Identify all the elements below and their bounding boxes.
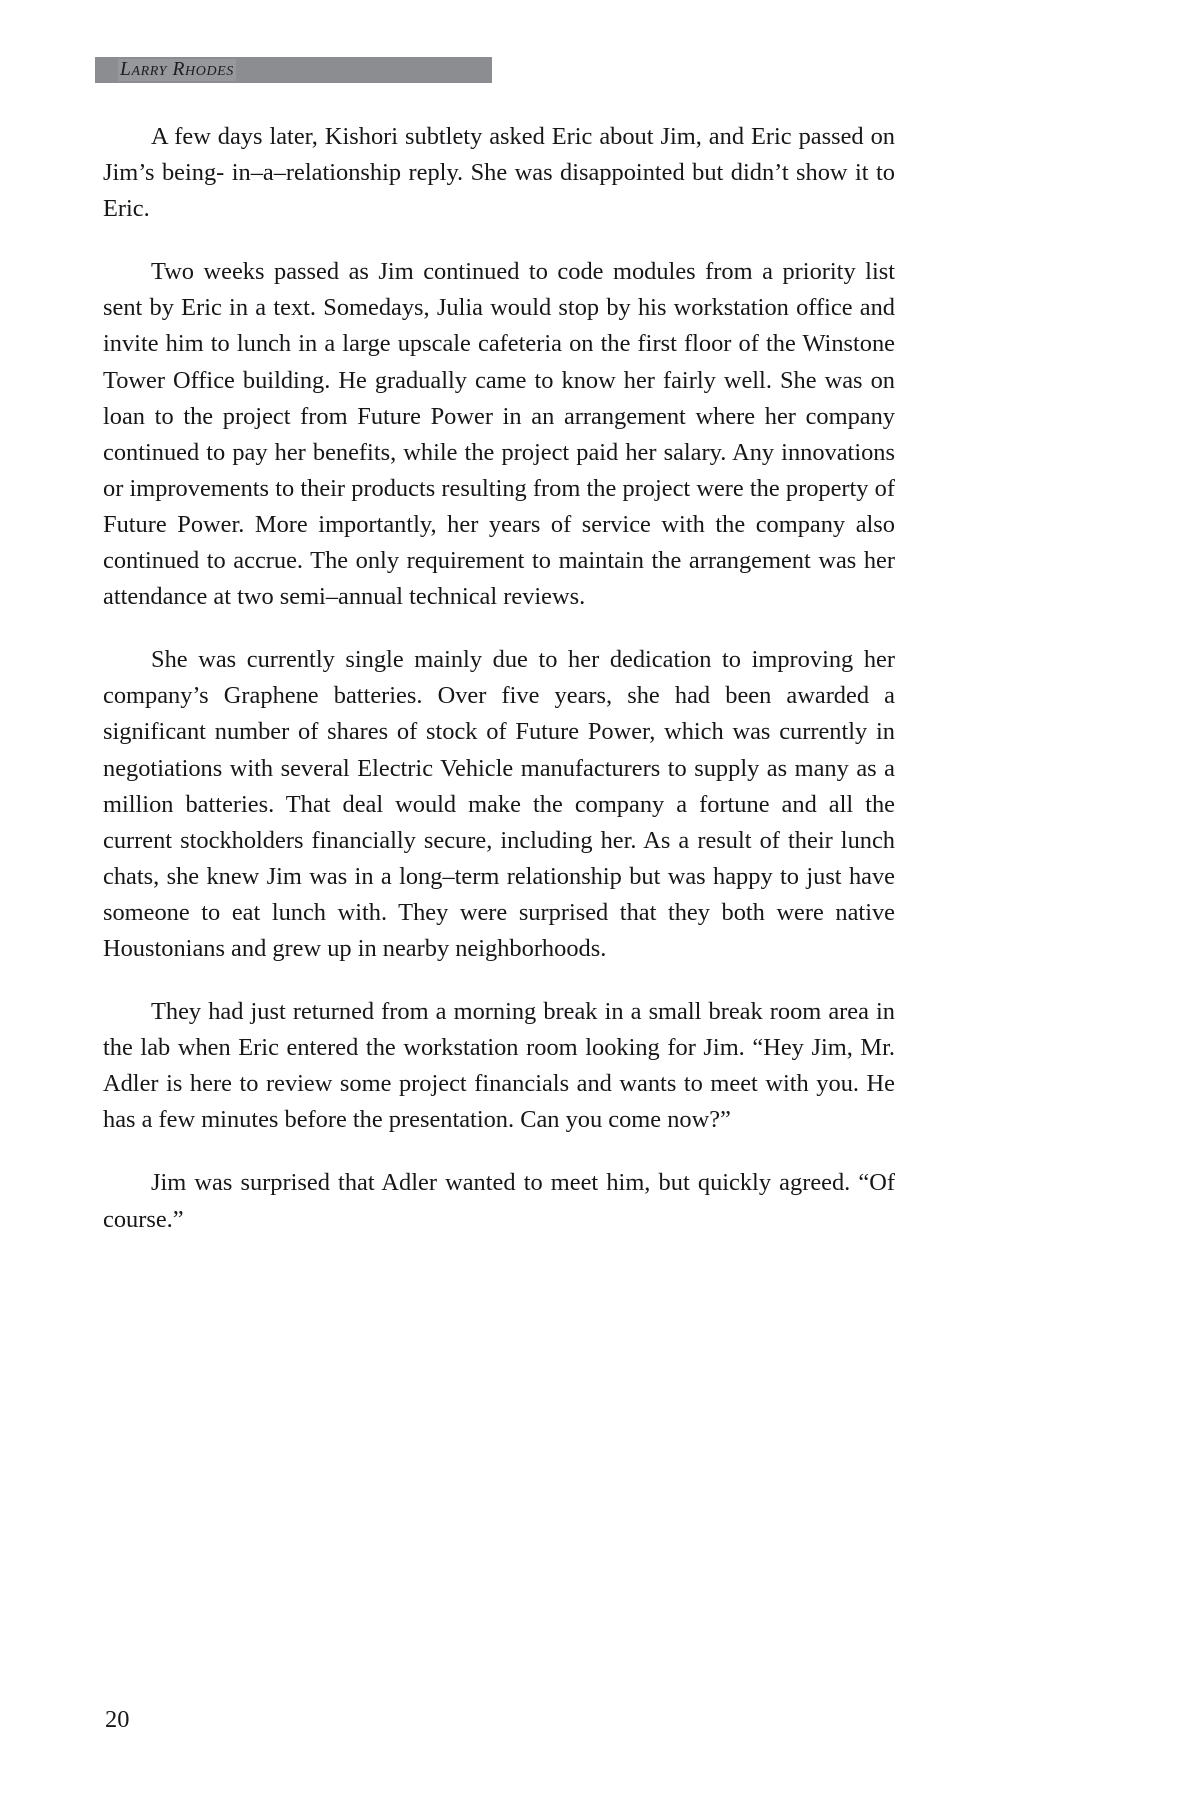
paragraph: Jim was surprised that Adler wanted to meet him, but quickly agreed. “Of course.” (103, 1169, 895, 1233)
paragraph: They had just returned from a morning break in a small break room area in the lab when Eric entered the workstation room looking for Jim. “Hey Jim, Mr. Adler is here to review some project financials and wants to meet with you. He has a few minutes before the presentation. Can you come now?” (103, 998, 895, 1134)
paragraph: A few days later, Kishori subtlety asked Eric about Jim, and Eric passed on Jim’s being- in–a–relationship reply. She was disappointed but didn’t show it to Eric. (103, 123, 895, 223)
running-header-band (95, 57, 492, 83)
body-text-column (103, 119, 895, 1265)
paragraph: Two weeks passed as Jim continued to code modules from a priority list sent by Eric in a text. Somedays, Julia would stop by his workstation office and invite him to lunch in a large upscale cafeteria on the first floor of the Winstone Tower Office building. He gradually came to know her fairly well. She was on loan to the project from Future Power in an arrangement where her company continued to pay her benefits, while the project paid her salary. Any innovations or improvements to their products resulting from the project were the property of Future Power. More importantly, her years of service with the company also continued to accrue. The only requirement to maintain the arrangement was her attendance at two semi–annual technical reviews. (103, 258, 895, 611)
page-number: 20 (105, 1706, 130, 1733)
paragraph: She was currently single mainly due to her dedication to improving her company’s Graphene batteries. Over five years, she had been awarded a significant number of shares of stock of Future Power, which was currently in negotiations with several Electric Vehicle manufacturers to supply as many as a million batteries. That deal would make the company a fortune and all the current stockholders financially secure, including her. As a result of their lunch chats, she knew Jim was in a long–term relationship but was happy to just have someone to eat lunch with. They were surprised that they both were native Houstonians and grew up in nearby neighborhoods. (103, 646, 895, 962)
running-header-title: Larry Rhodes (120, 59, 234, 80)
